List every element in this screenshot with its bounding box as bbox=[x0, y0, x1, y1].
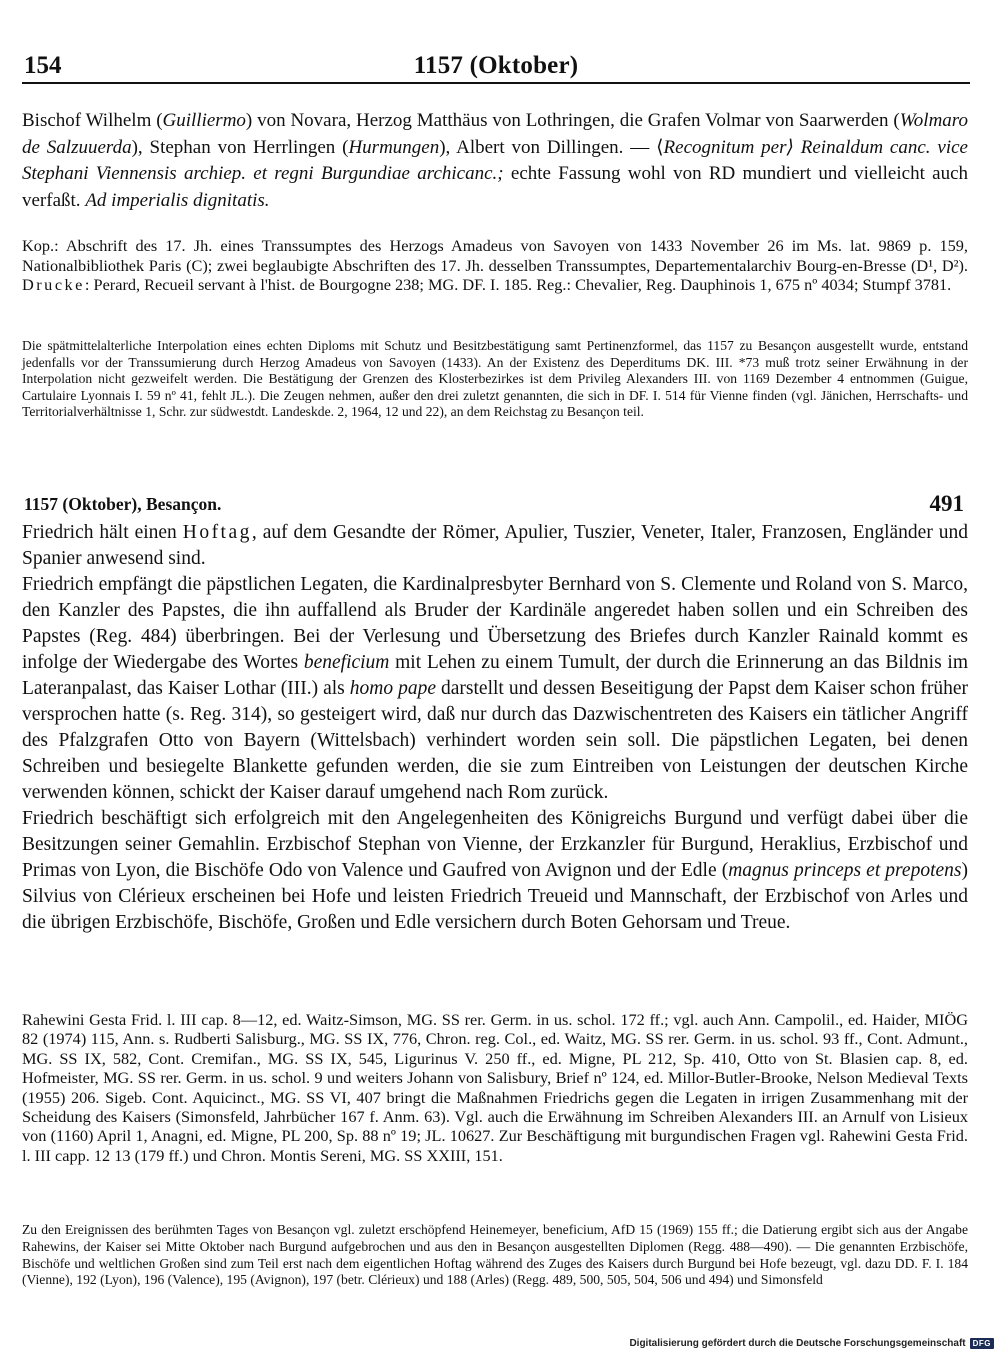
commentary-note: Die spätmittelalterliche Interpolation eines echten Diploms mit Schutz und Besitzbestätigung samt Pertinenzformel, das 1157 zu Besançon ausgestellt wurde, entstand jedenfalls vor der Transsumierung durch Herzog Amadeus von Savoyen (1433). An der Existenz des Deperditums DK. III. *73 muß trotz seiner Erwähnung in der Interpolation nicht gezweifelt werden. Die Bestätigung der Grenzen des Klosterbezirkes ist dem Privileg Alexanders III. von 1169 Dezember 4 entnommen (Guigue, Cartulaire Lyonnais I. 59 nº 41, fehlt JL.). Die Zeugen nehmen, außer den drei zuletzt genannten, die sich in DF. I. 514 für Vienne finden (vgl. Jänichen, Herrschafts- und Territorialverhältnisse 1, Schr. zur südwestdt. Landeskde. 2, 1964, 12 und 22), an dem Reichstag zu Besançon teil. bbox=[22, 338, 968, 420]
witness-list-paragraph: Bischof Wilhelm (Guilliermo) von Novara, Herzog Matthäus von Lothringen, die Grafen Volmar von Saarwerden (Wolmaro de Salzuuerda), Stephan von Herrlingen (Hurmungen), Albert von Dillingen. — ⟨Recognitum per⟩ Reinaldum canc. vice Stephani Viennensis archiep. et regni Burgundiae archicanc.; echte Fassung wohl von RD mundiert und vielleicht auch verfaßt. Ad imperialis dignitatis. bbox=[22, 110, 969, 211]
entry-date-place: 1157 (Oktober), Besançon. bbox=[24, 494, 222, 514]
entry-number: 491 bbox=[929, 491, 964, 516]
footer-text: Digitalisierung gefördert durch die Deutsche Forschungsgemeinschaft bbox=[629, 1338, 966, 1349]
regest-text bbox=[22, 520, 968, 936]
regest-paragraph: Friedrich beschäftigt sich erfolgreich mit den Angelegenheiten des Königreichs Burgund und verfügt dabei über die Besitzungen seiner Gemahlin. Erzbischof Stephan von Vienne, der Erzkanzler für Burgund, Heraklius, Erzbischof und Primas von Lyon, die Bischöfe Odo von Valence und Gaufred von Avignon und der Edle (magnus princeps et prepotens) Silvius von Clérieux erscheinen bei Hofe und leisten Friedrich Treueid und Mannschaft, der Erzbischof von Arles und die übrigen Erzbischöfe, Bischöfe, Großen und Edle versichern durch Boten Gehorsam und Treue. bbox=[22, 808, 968, 933]
regest-entry-header bbox=[22, 491, 968, 518]
sources-paragraph: Rahewini Gesta Frid. l. III cap. 8—12, ed. Waitz-Simson, MG. SS rer. Germ. in us. schol. 172 ff.; vgl. auch Ann. Campolil., ed. Haider, MIÖG 82 (1974) 115, Ann. s. Rudberti Salisburg., MG. SS IX, 776, Chron. reg. Col., ed. Waitz, MG. SS rer. Germ. in us. schol. 93 ff., Cont. Admunt., MG. SS IX, 582, Cont. Cremifan., MG. SS IX, 545, Ligurinus V. 250 ff., ed. Migne, PL 212, Sp. 410, Otto von St. Blasien cap. 8, ed. Hofmeister, MG. SS rer. Germ. in us. schol. 9 und weiters Johann von Salisbury, Brief nº 124, ed. Millor-Butler-Brooke, Nelson Medieval Texts (1955) 206. Sigeb. Cont. Aquicinct., MG. SS VI, 407 bringt die Maßnahmen Friedrichs gegen die Legaten in irrigen Zusammenhang mit der Scheidung des Kaisers (Simonsfeld, Jahrbücher 167 f. Anm. 63). Vgl. auch die Erwähnung im Schreiben Alexanders III. an Arnulf von Lisieux von (1160) April 1, Anagni, ed. Migne, PL 200, Sp. 88 nº 19; JL. 10627. Zur Beschäftigung mit burgundischen Fragen vgl. Rahewini Gesta Frid. l. III capp. 12 13 (179 ff.) und Chron. Montis Sereni, MG. SS XXIII, 151. bbox=[22, 1010, 968, 1165]
regest-paragraph: Friedrich hält einen Hoftag, auf dem Gesandte der Römer, Apulier, Tuszier, Veneter, Italer, Franzosen, Engländer und Spanier anwesend sind. bbox=[22, 522, 968, 569]
running-head: 1157 (Oktober) bbox=[413, 52, 579, 79]
page-header bbox=[22, 52, 970, 84]
commentary-note-2: Zu den Ereignissen des berühmten Tages von Besançon vgl. zuletzt erschöpfend Heinemeyer, beneficium, AfD 15 (1969) 155 ff.; die Datierung ergibt sich aus der Angabe Rahewins, der Kaiser sei Mitte Oktober nach Burgund aufgebrochen und aus den in Besançon ausgestellten Diplomen (Regg. 488—490). — Die genannten Erzbischöfe, Bischöfe und weltlichen Großen sind zum Teil erst nach dem eigentlichen Hoftag während des Zuges des Kaisers durch Burgund bei Hofe bezeugt, vgl. dazu DD. F. I. 184 (Vienne), 192 (Lyon), 196 (Valence), 195 (Avignon), 197 (betr. Clérieux) und 188 (Arles) (Regg. 489, 500, 505, 504, 506 und 494) und Simonsfeld bbox=[22, 1222, 968, 1288]
page-number: 154 bbox=[24, 52, 62, 79]
copies-paragraph: Kop.: Abschrift des 17. Jh. eines Transsumptes des Herzogs Amadeus von Savoyen von 1433 November 26 im Ms. lat. 9869 p. 159, Nationalbibliothek Paris (C); zwei beglaubigte Abschriften des 17. Jh. desselben Transsumptes, Departementalarchiv Bourg-en-Bresse (D¹, D²). Drucke: Perard, Recueil servant à l'hist. de Bourgogne 238; MG. DF. I. 185. Reg.: Chevalier, Reg. Dauphinois 1, 675 nº 4034; Stumpf 3781. bbox=[22, 236, 968, 294]
regest-paragraph: Friedrich empfängt die päpstlichen Legaten, die Kardinalpresbyter Bernhard von S. Clemente und Roland von S. Marco, den Kanzler des Papstes, die ihn auffallend als Bruder der Kardinäle angeredet haben sollen und ein Schreiben des Papstes (Reg. 484) überbringen. Bei der Verlesung und Übersetzung des Briefes durch Kanzler Rainald kommt es infolge der Wiedergabe des Wortes beneficium mit Lehen zu einem Tumult, der durch die Erinnerung an das Bildnis im Lateranpalast, das Kaiser Lothar (III.) als homo pape darstellt und dessen Beseitigung der Papst dem Kaiser schon früher versprochen hatte (s. Reg. 314), so gesteigert wird, daß nur durch das Dazwischentreten des Kaisers ein tätlicher Angriff des Pfalzgrafen Otto von Bayern (Wittelsbach) verhindert worden sein soll. Die päpstlichen Legaten, bei denen Schreiben und besiegelte Blankette gefunden werden, die sie zum Eintreiben von Leistungen der deutschen Kirche verwenden können, schickt der Kaiser darauf umgehend nach Rom zurück. bbox=[22, 574, 968, 803]
dfg-logo: DFG bbox=[970, 1338, 994, 1349]
footer-credit bbox=[629, 1338, 994, 1349]
